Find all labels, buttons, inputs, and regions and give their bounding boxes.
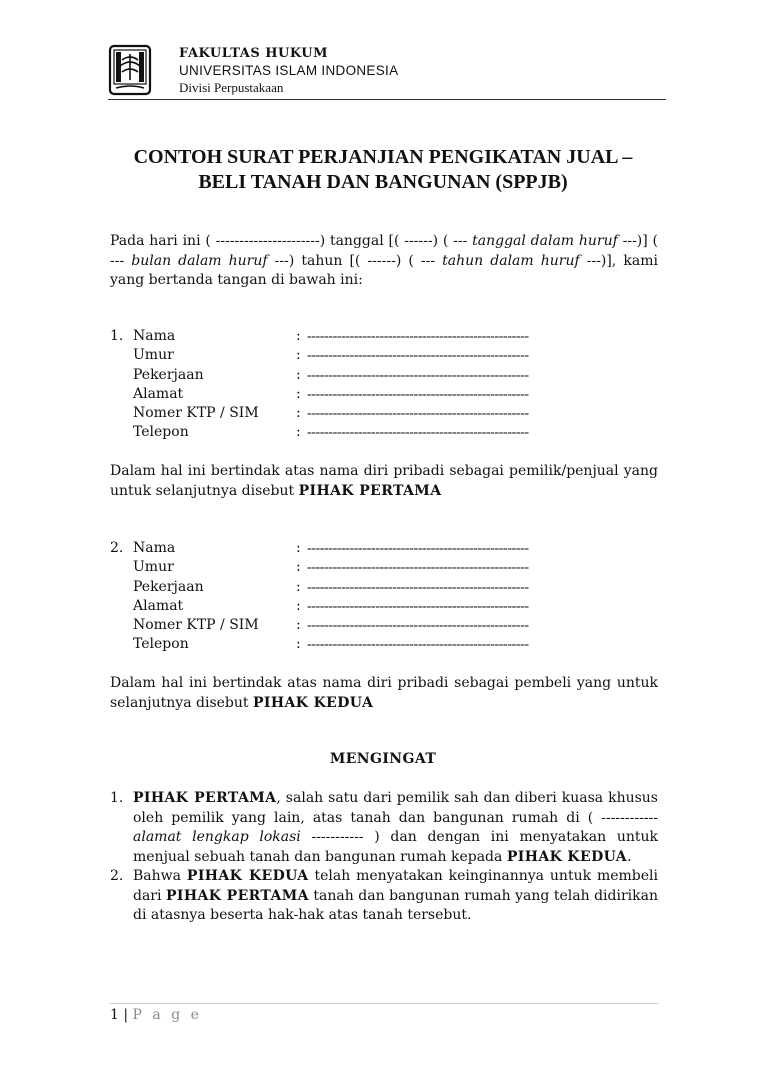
field-colon: : (296, 597, 301, 614)
field-colon: : (296, 617, 301, 634)
field-blank: ---------------------------------------------------- (307, 579, 529, 595)
party-2-number: 2. (110, 540, 124, 556)
intro-text-4: ---)], kami yang bertanda tangan di bawah ini: (110, 252, 658, 288)
intro-italic-2: bulan dalam huruf (131, 252, 268, 269)
page-footer (110, 1007, 202, 1023)
recital-bold: PIHAK PERTAMA (133, 790, 277, 806)
field-blank: ---------------------------------------------------- (307, 406, 529, 422)
recital-italic: alamat lengkap lokasi (133, 829, 301, 845)
field-colon: : (296, 385, 301, 402)
field-colon: : (296, 424, 301, 441)
field-label: Telepon (133, 424, 189, 441)
field-blank: ---------------------------------------------------- (307, 367, 529, 383)
document-title (108, 145, 658, 195)
recital-item-2 (110, 867, 658, 926)
field-label: Nomer KTP / SIM (133, 405, 259, 422)
party-2-description (110, 674, 658, 713)
party-1-description (110, 462, 658, 501)
field-label: Pekerjaan (133, 578, 204, 595)
field-label: Nama (133, 328, 176, 344)
field-label: Umur (133, 347, 174, 364)
recital-text: , salah satu dari pemilik sah dan diberi kuasa khusus oleh pemilik yang lain, atas tanah dan bangunan rumah di ( ------------ (133, 790, 658, 826)
field-colon: : (296, 540, 301, 556)
title-line-1: CONTOH SURAT PERJANJIAN PENGIKATAN JUAL – (133, 146, 633, 168)
party-1-fields (110, 327, 670, 443)
recital-number: 2. (110, 868, 124, 884)
field-blank: ---------------------------------------------------- (307, 598, 529, 614)
recital-bold: PIHAK KEDUA (186, 868, 309, 884)
letterhead (108, 44, 666, 100)
party-1-number: 1. (110, 328, 124, 344)
field-row (110, 423, 670, 442)
recital-list (110, 789, 658, 926)
field-blank: ---------------------------------------------------- (307, 618, 529, 634)
field-row (110, 327, 670, 346)
page-number: 1 (110, 1007, 119, 1023)
field-label: Umur (133, 559, 174, 576)
intro-text-1: Pada hari ini ( ----------------------) tanggal [( ------) ( --- (110, 233, 473, 249)
intro-paragraph (110, 232, 658, 291)
field-label: Alamat (133, 597, 184, 614)
field-colon: : (296, 559, 301, 576)
party-1-role: PIHAK PERTAMA (298, 482, 442, 499)
recital-text: telah menyatakan keinginannya untuk membeli dari (133, 868, 659, 904)
intro-text-2: ---)] ( --- (110, 233, 658, 269)
field-blank: ---------------------------------------------------- (307, 348, 529, 364)
field-blank: ---------------------------------------------------- (307, 541, 529, 556)
field-blank: ---------------------------------------------------- (307, 386, 529, 402)
recital-text: . (627, 848, 632, 865)
field-row (110, 385, 670, 404)
field-blank: ---------------------------------------------------- (307, 329, 529, 344)
section-heading: MENGINGAT (329, 751, 437, 767)
footer-rule (110, 1003, 658, 1004)
field-row (110, 597, 670, 616)
title-line-2: BELI TANAH DAN BANGUNAN (SPPJB) (198, 171, 568, 193)
party-2-fields (110, 539, 670, 655)
field-colon: : (296, 328, 301, 344)
intro-italic-1: tanggal dalam huruf (472, 233, 618, 249)
field-row (110, 616, 670, 635)
field-colon: : (296, 578, 301, 595)
field-label: Telepon (133, 636, 189, 653)
faculty-name: FAKULTAS HUKUM (179, 46, 328, 61)
recital-text: tanah dan bangunan rumah yang telah didirikan di atasnya beserta hak-hak atas tanah tersebut. (133, 887, 658, 923)
field-row (110, 539, 670, 558)
field-row (110, 635, 670, 654)
recital-bold: PIHAK KEDUA (506, 848, 628, 865)
university-name: UNIVERSITAS ISLAM INDONESIA (179, 63, 399, 78)
field-blank: ---------------------------------------------------- (307, 637, 529, 653)
field-colon: : (296, 347, 301, 364)
recital-item-1 (110, 789, 658, 867)
footer-separator: | (123, 1007, 129, 1023)
field-row (110, 558, 670, 577)
field-label: Alamat (133, 385, 184, 402)
intro-italic-3: tahun dalam huruf (442, 252, 580, 269)
division-name: Divisi Perpustakaan (179, 80, 284, 95)
field-colon: : (296, 636, 301, 653)
field-colon: : (296, 405, 301, 422)
field-label: Nomer KTP / SIM (133, 617, 259, 634)
field-row (110, 346, 670, 365)
party-1-desc-text: Dalam hal ini bertindak atas nama diri pribadi sebagai pemilik/penjual yang untuk selanjutnya disebut (110, 463, 658, 499)
party-2-role: PIHAK KEDUA (252, 694, 374, 711)
recital-number: 1. (110, 790, 124, 806)
field-row (110, 404, 670, 423)
field-row (110, 578, 670, 597)
field-blank: ---------------------------------------------------- (307, 560, 529, 576)
field-blank: ---------------------------------------------------- (307, 425, 529, 441)
field-label: Nama (133, 540, 176, 556)
page-word: P a g e (132, 1007, 202, 1023)
field-colon: : (296, 366, 301, 383)
field-row (110, 366, 670, 385)
recital-text: ----------- ) dan dengan ini menyatakan untuk menjual sebuah tanah dan bangunan rumah kepada (133, 829, 658, 865)
recital-bold: PIHAK PERTAMA (165, 887, 309, 904)
party-2-desc-text: Dalam hal ini bertindak atas nama diri pribadi sebagai pembeli yang untuk selanjutnya disebut (110, 675, 658, 711)
field-label: Pekerjaan (133, 366, 204, 383)
recital-text: Bahwa (133, 868, 187, 884)
university-seal-logo (108, 44, 152, 96)
intro-text-3: ---) tahun [( ------) ( --- (267, 252, 443, 269)
